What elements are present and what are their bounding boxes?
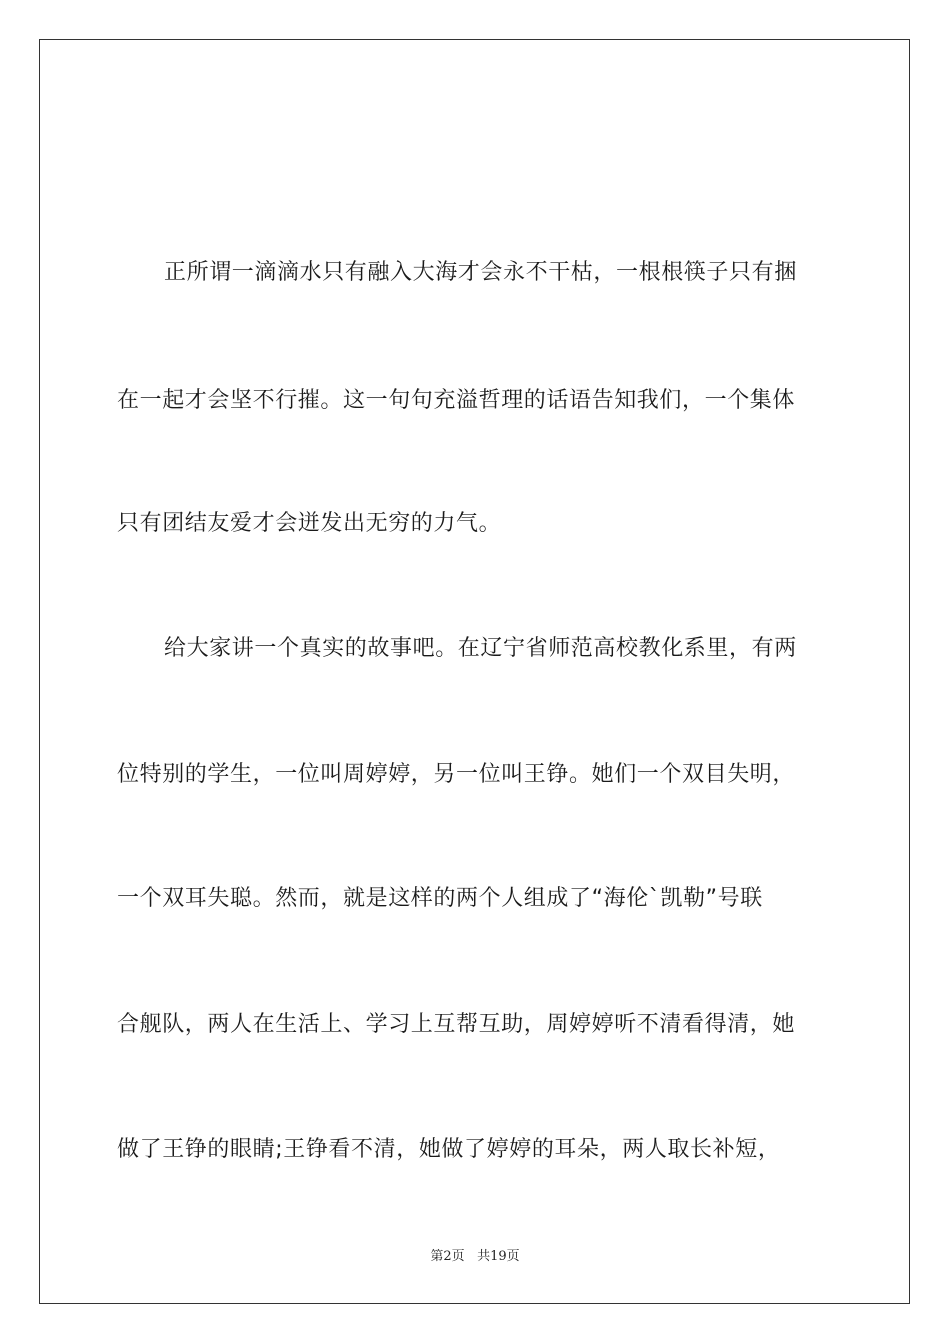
paragraph-line-2: 在一起才会坚不行摧。这一句句充溢哲理的话语告知我们，一个集体 <box>117 388 796 413</box>
page-border <box>39 39 910 1304</box>
page-footer <box>0 1248 950 1266</box>
paragraph-line-8: 做了王铮的眼睛;王铮看不清，她做了婷婷的耳朵，两人取长补短， <box>117 1137 781 1162</box>
paragraph-line-1: 正所谓一滴滴水只有融入大海才会永不干枯，一根根筷子只有捆 <box>164 260 797 285</box>
paragraph-line-4: 给大家讲一个真实的故事吧。在辽宁省师范高校教化系里，有两 <box>164 636 797 661</box>
paragraph-line-7: 合舰队，两人在生活上、学习上互帮互助，周婷婷听不清看得清，她 <box>117 1012 796 1037</box>
page-total: 共19页 <box>477 1249 520 1264</box>
paragraph-line-3: 只有团结友爱才会迸发出无穷的力气。 <box>117 511 502 536</box>
paragraph-line-6: 一个双耳失聪。然而，就是这样的两个人组成了“海伦`凯勒”号联 <box>117 886 763 911</box>
page-number: 第2页 <box>430 1249 465 1264</box>
paragraph-line-5: 位特别的学生，一位叫周婷婷，另一位叫王铮。她们一个双目失明， <box>117 762 796 787</box>
